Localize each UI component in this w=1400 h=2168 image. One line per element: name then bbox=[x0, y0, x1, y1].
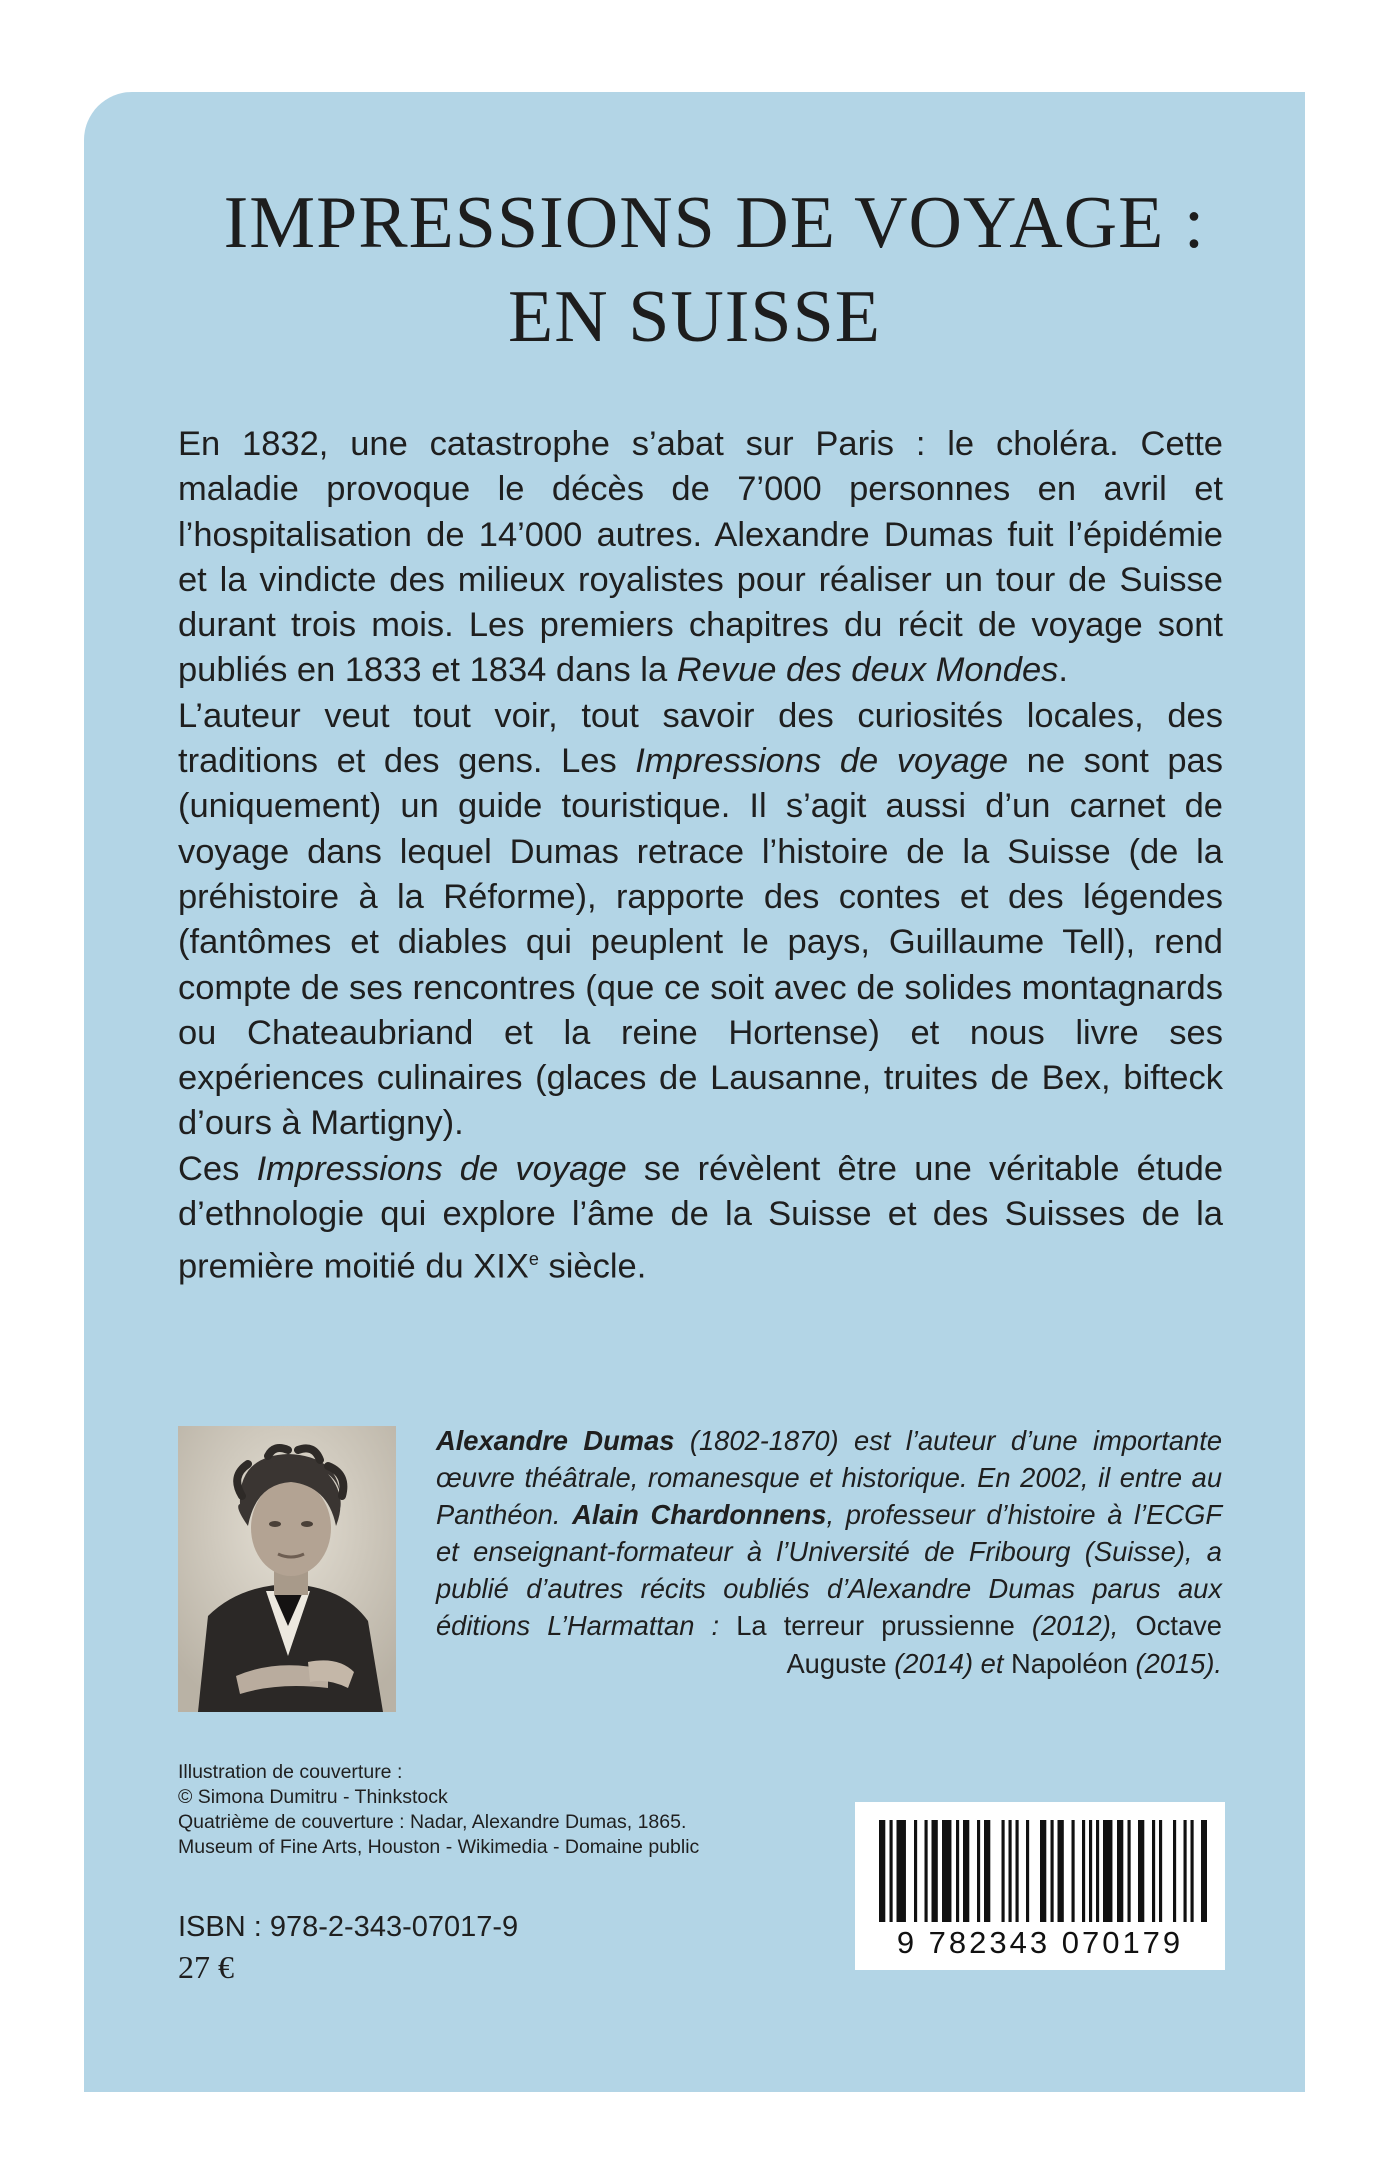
barcode-bar bbox=[956, 1820, 959, 1922]
barcode-bar bbox=[932, 1820, 938, 1922]
barcode-bar bbox=[1138, 1820, 1144, 1922]
barcode-bar bbox=[1096, 1820, 1099, 1922]
author-portrait bbox=[178, 1426, 396, 1712]
summary-p1-text: En 1832, une catastrophe s’abat sur Paris : le choléra. Cette maladie provoque le décès de 7’000 personnes en avril et l’hospitalisation de 14’000 autres. Alexandre Dumas fuit l’épidémie et la vindicte des milieux royalistes pour réaliser un tour de Suisse durant trois mois. Les premiers chapitres du récit de voyage sont publiés en 1833 et 1834 dans la bbox=[178, 425, 1223, 690]
summary-p1-end: . bbox=[1058, 651, 1068, 690]
bio-text-1: (1802-1870) est l’auteur d’une importante œuvre théâtrale, romanesque et historique. En 2002, il entre au Panthéon. bbox=[436, 1425, 1222, 1531]
credit-line: © Simona Dumitru - Thinkstock bbox=[178, 1786, 448, 1808]
book-title bbox=[84, 176, 1305, 364]
barcode-bar bbox=[977, 1820, 980, 1922]
summary-p2-b: ne sont pas (uniquement) un guide touristique. Il s’agit aussi d’un carnet de voyage dans lequel Dumas retrace l’histoire de la Suisse (de la préhistoire à la Réforme), rapporte des contes et des légendes (fantômes et diables qui peuplent le pays, Guillaume Tell), rend compte de ses rencontres (que ce soit avec de solides montagnards ou Chateaubriand et la reine Hortense) et nous livre ses expériences culinaires (glaces de Lausanne, truites de Bex, bifteck d’ours à Martigny). bbox=[178, 742, 1223, 1143]
isbn: ISBN : 978-2-343-07017-9 bbox=[178, 1911, 519, 1943]
portrait-illustration bbox=[178, 1426, 396, 1712]
back-cover bbox=[84, 92, 1305, 2092]
summary-p3-c: siècle. bbox=[538, 1247, 647, 1286]
book-title-italic: Impressions de voyage bbox=[635, 742, 1009, 781]
barcode-bar bbox=[1026, 1820, 1029, 1922]
barcode-bar bbox=[1002, 1820, 1005, 1922]
summary-p3-a: Ces bbox=[178, 1149, 257, 1188]
barcode-bar bbox=[1201, 1820, 1207, 1922]
barcode-bar bbox=[879, 1820, 885, 1922]
credit-line: Illustration de couverture : bbox=[178, 1761, 403, 1783]
barcode-bar bbox=[942, 1820, 951, 1922]
bio-text-2: , professeur d’histoire à l’ECGF et enseignant-formateur à l’Université de Fribourg (Suisse), a publié d’autres récits oubliés d’Alexandre Dumas parus aux éditions L’Harmattan : bbox=[436, 1499, 1223, 1642]
barcode-bar bbox=[1082, 1820, 1085, 1922]
author-name: Alexandre Dumas bbox=[436, 1425, 675, 1456]
barcode-bar bbox=[1016, 1820, 1019, 1922]
barcode-bar bbox=[1040, 1820, 1046, 1922]
summary-paragraph-3 bbox=[178, 1147, 1223, 1290]
price: 27 € bbox=[178, 1949, 234, 1985]
image-credits bbox=[178, 1760, 798, 1860]
barcode-bar bbox=[925, 1820, 928, 1922]
book-title-italic-2: Impressions de voyage bbox=[256, 1149, 627, 1188]
barcode-bar bbox=[1128, 1820, 1131, 1922]
title-line-1: IMPRESSIONS DE VOYAGE : bbox=[223, 182, 1206, 264]
barcode bbox=[855, 1802, 1225, 1970]
summary-p2-a: L’auteur veut tout voir, tout savoir des curiosités locales, des traditions et des gens. Les bbox=[178, 696, 1223, 781]
summary-paragraph-1 bbox=[178, 422, 1223, 694]
barcode-bar bbox=[890, 1820, 893, 1922]
barcode-bar bbox=[963, 1820, 969, 1922]
barcode-bar bbox=[1191, 1820, 1194, 1922]
barcode-bar bbox=[1058, 1820, 1064, 1922]
credit-line: Quatrième de couverture : Nadar, Alexandre Dumas, 1865. bbox=[178, 1811, 687, 1833]
book-1: La terreur prussienne bbox=[736, 1610, 1015, 1642]
credit-line: Museum of Fine Arts, Houston - Wikimedia - Domaine public bbox=[178, 1836, 700, 1858]
barcode-bar bbox=[1009, 1820, 1012, 1922]
barcode-bar bbox=[1103, 1820, 1112, 1922]
barcode-number: 9 782343 070179 bbox=[896, 1925, 1184, 1960]
barcode-bar bbox=[1159, 1820, 1162, 1922]
summary-paragraph-2 bbox=[178, 694, 1223, 1147]
barcode-bar bbox=[1089, 1820, 1092, 1922]
book-2: Octave Auguste bbox=[786, 1610, 1222, 1679]
book-3: Napoléon bbox=[1011, 1647, 1128, 1679]
summary-p3-b: se révèlent être une véritable étude d’ethnologie qui explore l’âme de la Suisse et des Suisses de la première moitié du XIX bbox=[178, 1149, 1224, 1286]
barcode-bar bbox=[1072, 1820, 1075, 1922]
century-superscript: e bbox=[528, 1249, 539, 1270]
summary-text bbox=[178, 422, 1223, 1290]
author-biography bbox=[436, 1422, 1222, 1682]
barcode-bar bbox=[1184, 1820, 1187, 1922]
barcode-bars bbox=[873, 1820, 1207, 1924]
book-2-year: (2014) et bbox=[886, 1647, 1012, 1679]
barcode-bar bbox=[1117, 1820, 1123, 1922]
bio-paragraph bbox=[436, 1422, 1222, 1682]
barcode-bar bbox=[1173, 1820, 1176, 1922]
barcode-bar bbox=[984, 1820, 990, 1922]
book-1-year: (2012), bbox=[1014, 1610, 1136, 1642]
book-3-year: (2015). bbox=[1127, 1647, 1222, 1679]
barcode-bar bbox=[897, 1820, 906, 1922]
barcode-bar bbox=[1152, 1820, 1155, 1922]
title-line-2: EN SUISSE bbox=[508, 276, 881, 358]
barcode-bar bbox=[914, 1820, 917, 1922]
barcode-bar bbox=[1051, 1820, 1054, 1922]
revue-title: Revue des deux Mondes bbox=[676, 651, 1059, 690]
editor-name: Alain Chardonnens bbox=[572, 1499, 827, 1531]
